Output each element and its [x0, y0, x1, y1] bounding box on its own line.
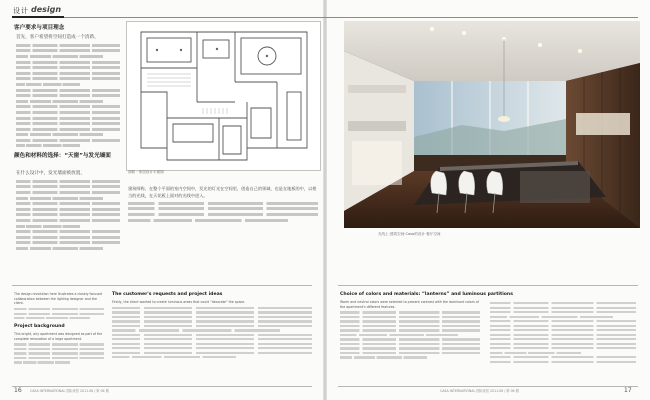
header-rule — [12, 17, 638, 18]
heading-customer-requests: The customer's requests and project ideas — [112, 292, 223, 297]
floor-plan-svg — [127, 22, 320, 170]
heading-project-background: Project background — [14, 324, 65, 329]
para-colours-materials — [16, 170, 120, 250]
heading-colours-materials: 颜色和材料的选择：“天窗”与发光墙面 — [14, 153, 111, 159]
para-client-requests-lead: 首先，客户希望将空间打造成一个清新、 — [16, 35, 99, 40]
en-intro-lead: The design revolution here illustrates a closely focused collaboration between the lighting designer and the client. — [14, 292, 102, 306]
interior-photo-svg — [344, 21, 640, 228]
section-label-en: design — [31, 5, 62, 14]
en-colours-paragraph-b — [490, 300, 636, 363]
floor-plan-drawing — [126, 21, 321, 171]
footer-rule-left — [12, 386, 312, 387]
page-number-right: 17 — [624, 387, 632, 394]
english-divider-left — [12, 285, 312, 286]
section-label-zh: 设计 — [13, 7, 29, 15]
page-number-left: 16 — [14, 387, 22, 394]
en-project-lead: This bright, airy apartment was designed as part of the complete renovation of a large apartment. — [14, 332, 103, 341]
para-lighting-description — [128, 186, 318, 222]
interior-photo-kitchen-dining — [344, 21, 640, 228]
en-requests-paragraph — [112, 300, 312, 358]
para-colours-materials-lead: 在什么设计中，发光墙面被放置， — [16, 171, 85, 176]
en-colours-paragraph-a — [340, 300, 480, 359]
para-client-requests — [16, 34, 120, 147]
header-accent-bar — [12, 16, 64, 18]
para-lighting-description-lead: 建筑师称，在整个平面的室内空间中，发光的灯光在空间里，创造自己的领域，也是在地板的中，以相当的光线，在天花板上面对的光线中进入。 — [128, 186, 317, 198]
heading-client-requests: 客户要求与项目理念 — [14, 25, 65, 31]
footer-text-right: CASA INTERNATIONAL 国际家居 2011.06 / 第 06 期 — [440, 389, 519, 393]
page-gutter — [323, 0, 327, 400]
footer-rule-right — [338, 386, 638, 387]
en-intro-paragraph — [14, 292, 104, 319]
english-divider-right — [338, 285, 638, 286]
en-requests-lead: Firstly, the client wanted to create luminous areas that could “decorate” the space. — [112, 300, 246, 304]
photo-caption: 光线上·建筑空间·Casa的设计·餐厅空间 — [378, 232, 441, 236]
footer-text-left: CASA INTERNATIONAL 国际家居 2011.06 / 第 06 期 — [30, 389, 109, 393]
en-project-paragraph — [14, 332, 104, 364]
en-colours-lead: Warm and neutral colors were selected to present contrast with the dominant colors of the apartment's different features. — [340, 300, 479, 309]
floor-plan-caption: 面积 · 家居设计平面图 — [128, 170, 164, 174]
heading-colours-lanterns: Choice of colors and materials: “lanterns” and luminous partitions — [340, 292, 513, 297]
